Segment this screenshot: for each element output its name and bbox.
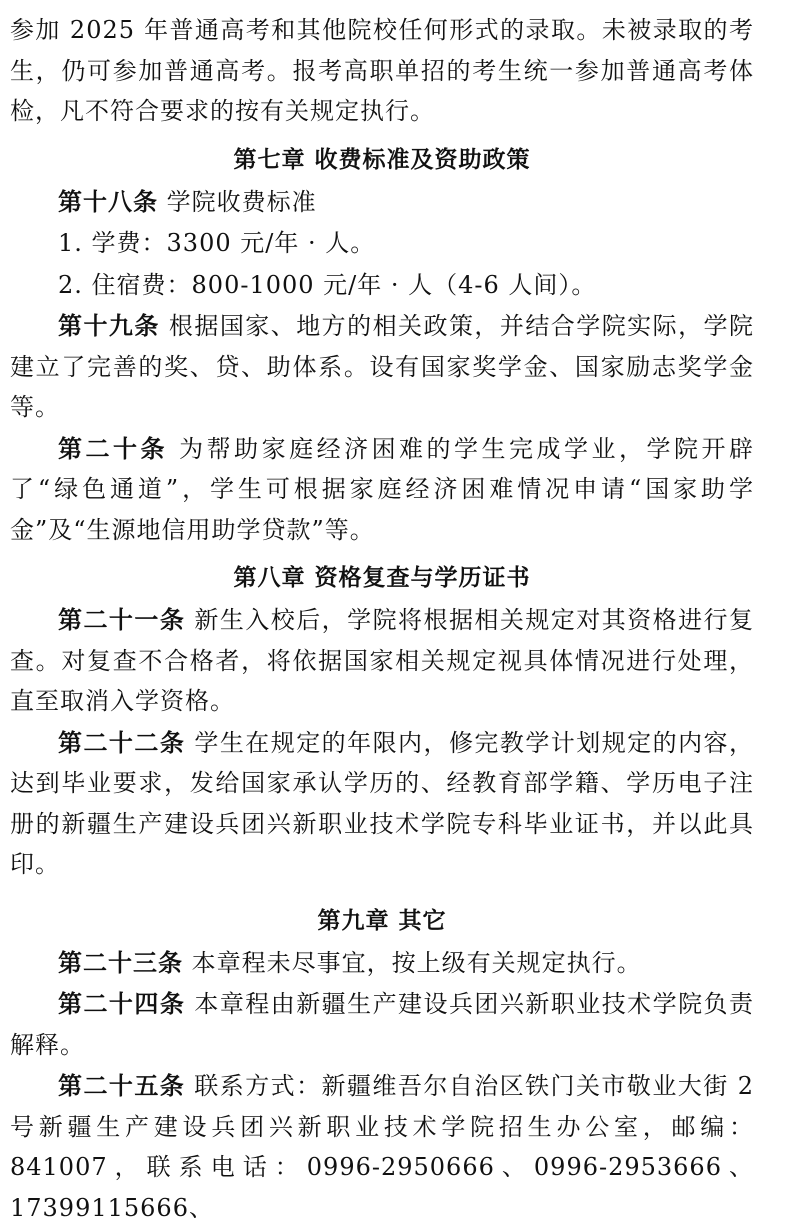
article-25 (10, 1066, 754, 1228)
article-19 (10, 306, 754, 428)
article-21-text: 新生入校后，学院将根据相关规定对其资格进行复查。对复查不合格者，将依据国家相关规定视具体情况进行处理，直至取消入学资格。 (10, 606, 754, 715)
chapter-8-heading: 第八章 资格复查与学历证书 (233, 565, 531, 591)
article-19-label: 第十九条 (58, 312, 160, 340)
paragraph-exam-note (10, 10, 754, 132)
article-24 (10, 984, 754, 1065)
article-23-label: 第二十三条 (58, 948, 183, 977)
document-page (10, 10, 754, 1229)
article-20 (10, 429, 754, 551)
article-18 (10, 182, 754, 223)
article-25-text: 联系方式：新疆维吾尔自治区铁门关市敬业大街 2 号新疆生产建设兵团兴新职业技术学院招生办公室，邮编：841007，联系电话：0996-2950666、0996-2953666、17399115666、 (10, 1072, 755, 1222)
article-19-text: 根据国家、地方的相关政策，并结合学院实际，学院建立了完善的奖、贷、助体系。设有国家奖学金、国家励志奖学金等。 (10, 312, 754, 421)
article-21 (10, 600, 754, 722)
article-25-label: 第二十五条 (58, 1072, 186, 1100)
article-22 (10, 723, 754, 885)
article-24-label: 第二十四条 (58, 990, 186, 1018)
article-23 (10, 943, 754, 984)
chapter-7-heading: 第七章 收费标准及资助政策 (233, 146, 531, 173)
article-23-text: 本章程未尽事宜，按上级有关规定执行。 (183, 948, 642, 977)
article-21-label: 第二十一条 (58, 606, 186, 634)
paragraph-text: 参加 2025 年普通高考和其他院校任何形式的录取。未被录取的考生，仍可参加普通高考。报考高职单招的考生统一参加普通高考体检，凡不符合要求的按有关规定执行。 (10, 16, 754, 125)
article-20-label: 第二十条 (58, 434, 168, 463)
article-18-text: 学院收费标准 (158, 187, 317, 216)
article-18-label: 第十八条 (58, 187, 158, 216)
chapter-9-heading: 第九章 其它 (317, 907, 447, 934)
article-22-text: 学生在规定的年限内，修完教学计划规定的内容，达到毕业要求，发给国家承认学历的、经教育部学籍、学历电子注册的新疆生产建设兵团兴新职业技术学院专科毕业证书，并以此具印。 (10, 728, 754, 878)
accommodation-item (10, 265, 754, 306)
article-22-label: 第二十二条 (58, 728, 186, 757)
tuition-text: 1. 学费：3300 元/年 · 人。 (58, 229, 376, 257)
article-20-text: 为帮助家庭经济困难的学生完成学业，学院开辟了“绿色通道”，学生可根据家庭经济困难情况申请“国家助学金”及“生源地信用助学贷款”等。 (10, 434, 754, 544)
accommodation-text: 2. 住宿费：800-1000 元/年 · 人（4-6 人间）。 (58, 270, 597, 299)
article-24-text: 本章程由新疆生产建设兵团兴新职业技术学院负责解释。 (10, 990, 754, 1059)
tuition-item (10, 223, 754, 264)
